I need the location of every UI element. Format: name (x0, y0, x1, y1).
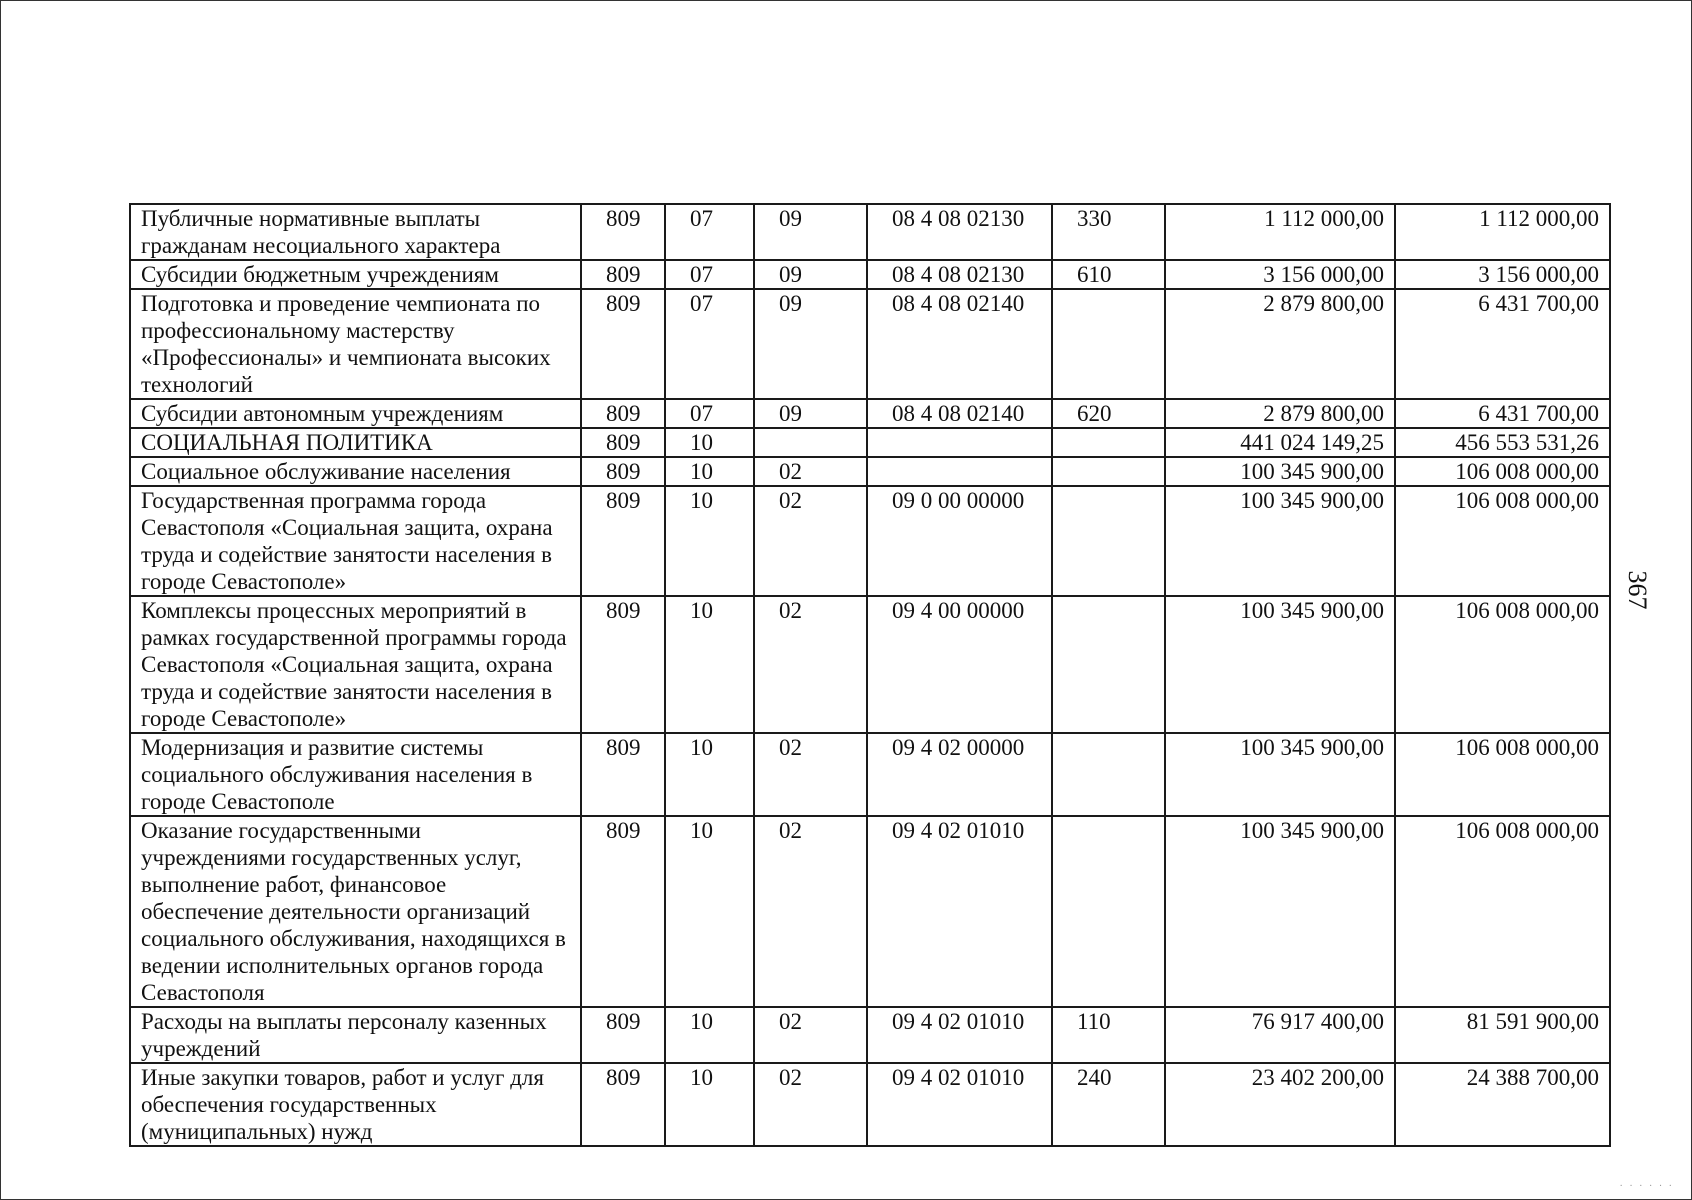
expense-name-cell: Публичные нормативные выплаты гражданам несоциального характера (130, 204, 581, 260)
expense-type-cell: 110 (1052, 1007, 1165, 1063)
expense-name-cell: Подготовка и проведение чемпионата по профессиональному мастерству «Профессионалы» и чемпионата высоких технологий (130, 289, 581, 399)
department-code-cell: 809 (581, 399, 665, 428)
amount-year2-cell: 81 591 900,00 (1395, 1007, 1610, 1063)
department-code-cell: 809 (581, 204, 665, 260)
target-article-cell: 09 0 00 00000 (867, 486, 1052, 596)
section-code-cell: 10 (665, 1007, 754, 1063)
amount-year2-cell: 1 112 000,00 (1395, 204, 1610, 260)
expense-type-cell (1052, 289, 1165, 399)
table-body (130, 204, 1610, 1146)
table-row (130, 399, 1610, 428)
table-row (130, 1063, 1610, 1146)
page-number: 367 (1623, 570, 1652, 610)
section-code-cell: 10 (665, 428, 754, 457)
budget-table (129, 203, 1611, 1147)
department-code-cell: 809 (581, 816, 665, 1007)
target-article-cell: 08 4 08 02140 (867, 289, 1052, 399)
expense-name-cell: Социальное обслуживание населения (130, 457, 581, 486)
expense-type-cell: 620 (1052, 399, 1165, 428)
target-article-cell: 09 4 02 00000 (867, 733, 1052, 816)
target-article-cell: 08 4 08 02130 (867, 260, 1052, 289)
amount-year1-cell: 100 345 900,00 (1165, 816, 1395, 1007)
subsection-code-cell: 02 (754, 1007, 867, 1063)
subsection-code-cell: 02 (754, 596, 867, 733)
table-row (130, 204, 1610, 260)
amount-year2-cell: 6 431 700,00 (1395, 289, 1610, 399)
table-row (130, 457, 1610, 486)
amount-year2-cell: 106 008 000,00 (1395, 816, 1610, 1007)
table-row (130, 428, 1610, 457)
section-code-cell: 10 (665, 486, 754, 596)
table-row (130, 1007, 1610, 1063)
expense-name-cell: Иные закупки товаров, работ и услуг для обеспечения государственных (муниципальных) нужд (130, 1063, 581, 1146)
expense-name-cell: Субсидии бюджетным учреждениям (130, 260, 581, 289)
target-article-cell: 09 4 02 01010 (867, 1063, 1052, 1146)
department-code-cell: 809 (581, 1007, 665, 1063)
subsection-code-cell: 02 (754, 486, 867, 596)
expense-type-cell (1052, 733, 1165, 816)
expense-type-cell (1052, 428, 1165, 457)
subsection-code-cell: 02 (754, 1063, 867, 1146)
table-row (130, 289, 1610, 399)
expense-name-cell: Субсидии автономным учреждениям (130, 399, 581, 428)
amount-year1-cell: 2 879 800,00 (1165, 399, 1395, 428)
expense-type-cell (1052, 486, 1165, 596)
table-row (130, 260, 1610, 289)
section-code-cell: 10 (665, 816, 754, 1007)
department-code-cell: 809 (581, 486, 665, 596)
subsection-code-cell: 02 (754, 816, 867, 1007)
amount-year2-cell: 6 431 700,00 (1395, 399, 1610, 428)
amount-year2-cell: 106 008 000,00 (1395, 733, 1610, 816)
section-code-cell: 07 (665, 204, 754, 260)
amount-year2-cell: 106 008 000,00 (1395, 596, 1610, 733)
expense-name-cell: Модернизация и развитие системы социального обслуживания населения в городе Севастополе (130, 733, 581, 816)
section-code-cell: 10 (665, 596, 754, 733)
target-article-cell: 09 4 02 01010 (867, 816, 1052, 1007)
target-article-cell: 08 4 08 02130 (867, 204, 1052, 260)
expense-type-cell (1052, 596, 1165, 733)
subsection-code-cell: 09 (754, 204, 867, 260)
amount-year2-cell: 3 156 000,00 (1395, 260, 1610, 289)
amount-year1-cell: 1 112 000,00 (1165, 204, 1395, 260)
section-code-cell: 07 (665, 399, 754, 428)
department-code-cell: 809 (581, 260, 665, 289)
subsection-code-cell: 02 (754, 457, 867, 486)
department-code-cell: 809 (581, 596, 665, 733)
expense-name-cell: Комплексы процессных мероприятий в рамках государственной программы города Севастополя «Социальная защита, охрана труда и содействие занятости населения в городе Севастополе» (130, 596, 581, 733)
amount-year1-cell: 76 917 400,00 (1165, 1007, 1395, 1063)
amount-year2-cell: 106 008 000,00 (1395, 457, 1610, 486)
amount-year2-cell: 24 388 700,00 (1395, 1063, 1610, 1146)
subsection-code-cell: 09 (754, 260, 867, 289)
amount-year1-cell: 2 879 800,00 (1165, 289, 1395, 399)
table-row (130, 816, 1610, 1007)
amount-year2-cell: 456 553 531,26 (1395, 428, 1610, 457)
amount-year2-cell: 106 008 000,00 (1395, 486, 1610, 596)
department-code-cell: 809 (581, 428, 665, 457)
section-code-cell: 10 (665, 457, 754, 486)
subsection-code-cell: 02 (754, 733, 867, 816)
amount-year1-cell: 100 345 900,00 (1165, 457, 1395, 486)
footer-marks: · · · · · · (1619, 1181, 1674, 1192)
department-code-cell: 809 (581, 457, 665, 486)
table-row (130, 596, 1610, 733)
section-code-cell: 07 (665, 289, 754, 399)
amount-year1-cell: 23 402 200,00 (1165, 1063, 1395, 1146)
expense-type-cell: 610 (1052, 260, 1165, 289)
subsection-code-cell: 09 (754, 289, 867, 399)
section-code-cell: 10 (665, 1063, 754, 1146)
expense-name-cell: Расходы на выплаты персоналу казенных учреждений (130, 1007, 581, 1063)
target-article-cell: 09 4 02 01010 (867, 1007, 1052, 1063)
section-code-cell: 10 (665, 733, 754, 816)
expense-type-cell: 330 (1052, 204, 1165, 260)
department-code-cell: 809 (581, 289, 665, 399)
expense-name-cell: СОЦИАЛЬНАЯ ПОЛИТИКА (130, 428, 581, 457)
amount-year1-cell: 3 156 000,00 (1165, 260, 1395, 289)
expense-type-cell (1052, 816, 1165, 1007)
amount-year1-cell: 100 345 900,00 (1165, 733, 1395, 816)
expense-type-cell (1052, 457, 1165, 486)
subsection-code-cell (754, 428, 867, 457)
expense-name-cell: Государственная программа города Севастополя «Социальная защита, охрана труда и содействие занятости населения в городе Севастополе» (130, 486, 581, 596)
amount-year1-cell: 100 345 900,00 (1165, 486, 1395, 596)
expense-name-cell: Оказание государственными учреждениями государственных услуг, выполнение работ, финансовое обеспечение деятельности организаций социального обслуживания, находящихся в ведении исполнительных органов города Севастополя (130, 816, 581, 1007)
target-article-cell: 08 4 08 02140 (867, 399, 1052, 428)
target-article-cell (867, 428, 1052, 457)
amount-year1-cell: 441 024 149,25 (1165, 428, 1395, 457)
section-code-cell: 07 (665, 260, 754, 289)
expense-type-cell: 240 (1052, 1063, 1165, 1146)
table-row (130, 733, 1610, 816)
subsection-code-cell: 09 (754, 399, 867, 428)
department-code-cell: 809 (581, 733, 665, 816)
target-article-cell: 09 4 00 00000 (867, 596, 1052, 733)
target-article-cell (867, 457, 1052, 486)
table-row (130, 486, 1610, 596)
department-code-cell: 809 (581, 1063, 665, 1146)
amount-year1-cell: 100 345 900,00 (1165, 596, 1395, 733)
